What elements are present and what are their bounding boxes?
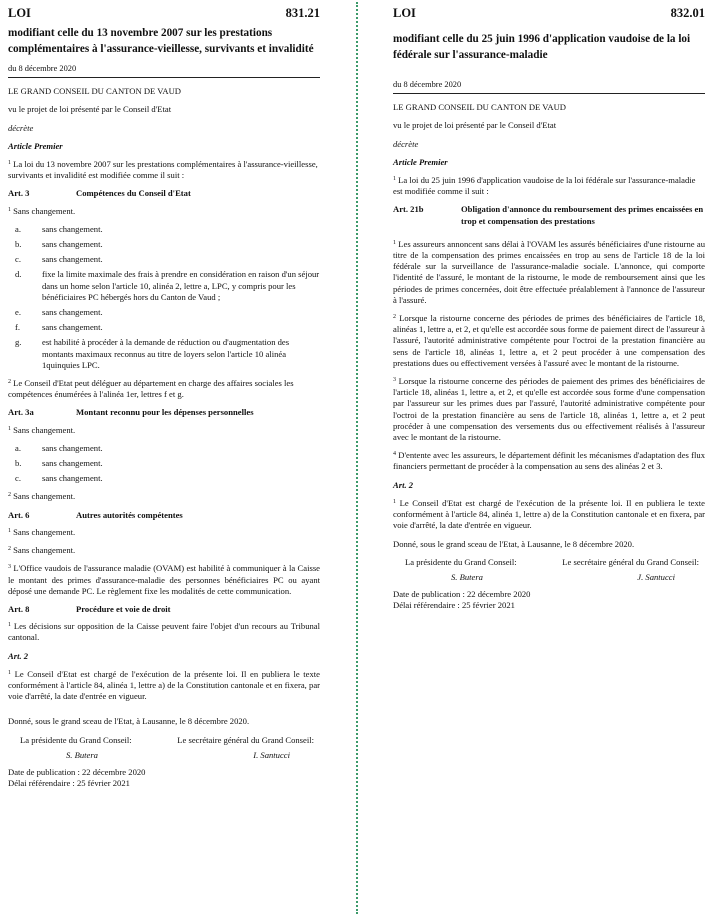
list-item [8, 443, 320, 454]
list-item [8, 254, 320, 265]
right-law-number: 832.01 [670, 6, 705, 20]
list-letter: c. [15, 254, 21, 265]
alinea-text: Le Conseil d'Etat peut déléguer au département en charge des affaires sociales les compétences énumérées à l'alinéa 1er, lettres f et g. [8, 378, 294, 400]
list-text: est habilité à procéder à la demande de réduction ou d'augmentation des montants maximaux reconnus au titre de loyers selon l'article 10 alinéa 1quinquies LPC. [42, 337, 290, 370]
right-header [393, 6, 705, 20]
left-art8-heading [8, 604, 320, 615]
left-header [8, 6, 320, 20]
right-signature-labels [393, 557, 705, 568]
left-article-premier: Article Premier [8, 140, 63, 151]
list-item [8, 458, 320, 469]
secretary-label: Le secrétaire général du Grand Conseil: [177, 734, 314, 745]
art-number: Art. 3a [8, 407, 34, 418]
list-item [8, 322, 320, 333]
alinea-text: Sans changement. [13, 545, 76, 556]
right-referendum-deadline: Délai référendaire : 25 février 2021 [393, 600, 515, 611]
art-number: Art. 21b [393, 204, 424, 215]
right-vu: vu le projet de loi présenté par le Conseil d'Etat [393, 120, 557, 131]
alinea-text: Le Conseil d'Etat est chargé de l'exécution de la présente loi. Il en publiera le texte conformément à l'article 84, alinéa 1, lettre a) de la Constitution cantonale et en fixera, par voie d'arrêté, la date d'entrée en vigueur. [8, 668, 320, 702]
left-signature-names [8, 750, 320, 761]
art-number: Art. 8 [8, 603, 30, 614]
right-art21b-al1: $^1$ Les assureurs annoncent sans délai à l'OVAM les assurés bénéficiaires d'une ristourne au titre de la compensation des primes encaissées en trop au sens de l'article 18 de la loi fédérale sur la surveillance de l'assurance-maladie sociale. L'annonce, qui comporte l'identité de l'assuré, le montant de la ristourne, le mode de remboursement ainsi que les périodes de primes concernées, doit être effectuée préalablement à l'annonce de l'assureur à l'assuré. [393, 238, 706, 305]
list-text: sans changement. [42, 473, 103, 484]
left-council: LE GRAND CONSEIL DU CANTON DE VAUD [8, 86, 181, 97]
art-title: Obligation d'annonce du remboursement des primes encaissées en trop et compensation des prestations [461, 204, 704, 226]
right-art21b-al2: $^2$ Lorsque la ristourne concerne des périodes de primes des bénéficiaires de l'article 18, alinéas 1, lettre a, et 2, et qu'elle est accordée sous forme de paiement direct de l'assureur à l'assuré, l'autorité administrative compétente pour l'octroi de la prestation financière au sens de l'article 18, alinéas 1, lettre a, et 2 peut procéder à une compensation des prestations dues ou effectivement versées à l'assuré avec le montant de la ristourne. [393, 313, 705, 368]
alinea-text: Lorsque la ristourne concerne des périodes de primes des bénéficiaires de l'article 18, alinéas 1, lettre a, et 2, et qu'elle est accordée sous forme de paiement direct de l'assureur à l'assuré, l'autorité administrative compétente pour l'octroi de la prestation financière au sens de l'article 18, alinéas 1, lettre a, et 2 peut procéder à une compensation des prestations dues ou effectivement versées à l'assuré avec le montant de la ristourne. [393, 313, 705, 368]
alinea-text: Les assureurs annoncent sans délai à l'OVAM les assurés bénéficiaires d'une ristourne au titre de la compensation des primes encaissées en trop au sens de l'article 18 de la loi fédérale sur la surveillance de l'assurance-maladie sociale. L'annonce, qui comporte l'identité de l'assuré, le montant de la ristourne, le mode de remboursement ainsi que les périodes de primes concernées, doit être effectuée préalablement à l'annonce de l'assureur à l'assuré. [393, 238, 706, 305]
left-law-number: 831.21 [285, 6, 320, 20]
art-title: Compétences du Conseil d'Etat [76, 188, 191, 199]
alinea-text: Sans changement. [13, 424, 76, 435]
list-text: sans changement. [42, 458, 103, 469]
left-art6-al2: $^2$ Sans changement. [8, 545, 76, 556]
left-art8-al1: $^1$ Les décisions sur opposition de la Caisse peuvent faire l'objet d'un recours au Tribunal cantonal. [8, 621, 320, 643]
secretary-label: Le secrétaire général du Grand Conseil: [562, 556, 699, 567]
right-donne: Donné, sous le grand sceau de l'Etat, à Lausanne, le 8 décembre 2020. [393, 538, 635, 549]
list-letter: e. [15, 307, 21, 318]
list-item [8, 337, 320, 371]
list-letter: f. [15, 322, 21, 333]
left-law-date: du 8 décembre 2020 [8, 64, 77, 73]
president-label: La présidente du Grand Conseil: [20, 734, 132, 745]
right-art2-heading: Art. 2 [393, 479, 414, 490]
right-art2-al1: $^1$ Le Conseil d'Etat est chargé de l'exécution de la présente loi. Il en publiera le texte conformément à l'article 84, alinéa 1, lettre a) de la Constitution cantonale et en fixera, par voie d'arrêté, la date d'entrée en vigueur. [393, 497, 705, 531]
list-item [8, 307, 320, 318]
list-letter: b. [15, 458, 22, 469]
list-letter: b. [15, 239, 22, 250]
left-intro [8, 159, 320, 181]
president-name: S. Butera [451, 571, 483, 582]
list-letter: a. [15, 223, 21, 234]
list-text: sans changement. [42, 307, 103, 318]
alinea-text: Lorsque la ristourne concerne des périodes de paiement des primes des bénéficiaires de l'article 18, alinéas 1, lettre a, et 2, et qu'elle est accordée sous forme d'une compensation par l'assureur sur les primes dues par l'assuré, l'autorité administrative compétente pour l'octroi de la prestation financière au sens de l'article 18, alinéas 1, lettre a, et 2 peut procéder à une compensation des versements dus ou effectivement réalisés à l'assureur avec le montant de la ristourne. [393, 376, 706, 443]
right-intro [393, 175, 705, 197]
left-art3a-list [8, 443, 320, 485]
right-header-rule [393, 93, 705, 94]
left-loi-label: LOI [8, 6, 31, 20]
right-law-title: modifiant celle du 25 juin 1996 d'application vaudoise de la loi fédérale sur l'assurance-maladie [393, 33, 691, 61]
alinea-text: Sans changement. [13, 491, 76, 502]
right-law-column [393, 0, 705, 612]
list-text: fixe la limite maximale des frais à prendre en considération en raison d'un séjour dans un home selon l'article 10, alinéa 2, lettre a, LPC, y compris pour les bénéficiaires PC hébergés hors du Canton de Vaud ; [42, 269, 320, 302]
art-title: Procédure et voie de droit [76, 603, 171, 614]
left-law-title: modifiant celle du 13 novembre 2007 sur les prestations complémentaires à l'assurance-vieillesse, survivants et invalidité [8, 27, 314, 55]
right-signature-names [393, 572, 705, 583]
list-item [8, 239, 320, 250]
list-item [8, 473, 320, 484]
list-item [8, 224, 320, 235]
art-number: Art. 3 [8, 188, 30, 199]
alinea-text: D'entente avec les assureurs, le département définit les mécanismes d'adaptation des flux financiers permettant de procéder à la compensation au sens des alinéas 2 et 3. [393, 450, 706, 472]
right-law-date: du 8 décembre 2020 [393, 80, 462, 89]
right-art21b-al4: $^4$ D'entente avec les assureurs, le département définit les mécanismes d'adaptation des flux financiers permettant de procéder à la compensation au sens des alinéas 2 et 3. [393, 450, 706, 472]
left-art3-al2: $^2$ Le Conseil d'Etat peut déléguer au département en charge des affaires sociales les compétences énumérées à l'alinéa 1er, lettres f et g. [8, 378, 294, 400]
alinea-text: Sans changement. [13, 526, 76, 537]
alinea-text: Le Conseil d'Etat est chargé de l'exécution de la présente loi. Il en publiera le texte conformément à l'article 84, alinéa 1, lettre a) de la Constitution cantonale et en fixera, par voie d'arrêté, la date d'entrée en vigueur. [393, 497, 705, 531]
alinea-text: L'Office vaudois de l'assurance maladie (OVAM) est habilité à communiquer à la Caisse le montant des primes d'assurance-maladie des personnes bénéficiaires PC ou ayant déposé une demande PC. Le règlement fixe les modalités de cette communication. [8, 563, 320, 596]
right-publication-date: Date de publication : 22 décembre 2020 [393, 589, 531, 600]
art-number: Art. 6 [8, 509, 30, 520]
secretary-name: I. Santucci [253, 749, 290, 760]
left-intro-text: La loi du 13 novembre 2007 sur les prestations complémentaires à l'assurance-vieillesse, survivants et invalidité est modifiée comme il suit : [8, 159, 318, 181]
right-intro-text: La loi du 25 juin 1996 d'application vaudoise de la loi fédérale sur l'assurance-maladie est modifiée comme il suit : [393, 175, 696, 197]
left-publication-date: Date de publication : 22 décembre 2020 [8, 766, 146, 777]
right-council: LE GRAND CONSEIL DU CANTON DE VAUD [393, 102, 566, 113]
president-label: La présidente du Grand Conseil: [405, 556, 517, 567]
list-text: sans changement. [42, 239, 103, 250]
art-title: Montant reconnu pour les dépenses personnelles [76, 407, 254, 418]
left-art3a-al2: $^2$ Sans changement. [8, 491, 76, 502]
left-art6-heading [8, 510, 320, 521]
left-art2-heading: Art. 2 [8, 650, 29, 661]
right-article-premier: Article Premier [393, 156, 448, 167]
list-text: sans changement. [42, 254, 103, 265]
left-signature-labels [8, 735, 320, 746]
left-referendum-deadline: Délai référendaire : 25 février 2021 [8, 778, 130, 789]
list-letter: g. [15, 337, 22, 348]
left-art3a-al1: $^1$ Sans changement. [8, 424, 76, 435]
alinea-number: 1 [8, 160, 11, 167]
president-name: S. Butera [66, 749, 98, 760]
list-text: sans changement. [42, 223, 103, 234]
list-item [8, 269, 320, 303]
left-vu: vu le projet de loi présenté par le Conseil d'Etat [8, 104, 172, 115]
right-loi-label: LOI [393, 6, 416, 20]
left-decrete: décrète [8, 122, 34, 133]
left-law-column [8, 0, 320, 789]
left-donne: Donné, sous le grand sceau de l'Etat, à Lausanne, le 8 décembre 2020. [8, 716, 250, 727]
list-letter: a. [15, 442, 21, 453]
art-title: Autres autorités compétentes [76, 509, 183, 520]
column-divider [356, 2, 358, 914]
secretary-name: J. Santucci [637, 571, 675, 582]
right-art21b-heading [393, 204, 705, 226]
list-text: sans changement. [42, 442, 103, 453]
list-letter: d. [15, 269, 22, 280]
list-text: sans changement. [42, 322, 103, 333]
left-header-rule [8, 77, 320, 78]
left-art3-al1: $^1$ Sans changement. [8, 205, 76, 216]
alinea-number: 1 [393, 176, 396, 183]
alinea-text: Sans changement. [13, 205, 76, 216]
left-art3-heading [8, 188, 320, 199]
left-art3a-heading [8, 407, 320, 418]
left-art3-list [8, 224, 320, 371]
left-art6-al1: $^1$ Sans changement. [8, 526, 76, 537]
list-letter: c. [15, 473, 21, 484]
left-art2-al1: $^1$ Le Conseil d'Etat est chargé de l'exécution de la présente loi. Il en publiera le texte conformément à l'article 84, alinéa 1, lettre a) de la Constitution cantonale et en fixera, par voie d'arrêté, la date d'entrée en vigueur. [8, 668, 320, 702]
left-art6-al3: $^3$ L'Office vaudois de l'assurance maladie (OVAM) est habilité à communiquer à la Caisse le montant des primes d'assurance-maladie des personnes bénéficiaires PC ou ayant déposé une demande PC. Le règlement fixe les modalités de cette communication. [8, 563, 320, 596]
right-art21b-al3: $^3$ Lorsque la ristourne concerne des périodes de paiement des primes des bénéficiaires de l'article 18, alinéas 1, lettre a, et 2, et qu'elle est accordée sous forme d'une compensation par l'assureur sur les primes dues par l'assuré, l'autorité administrative compétente pour l'octroi de la prestation financière au sens de l'article 18, alinéas 1, lettre a, et 2 peut procéder à une compensation des versements dus ou effectivement réalisés à l'assureur avec le montant de la ristourne. [393, 376, 706, 443]
right-decrete: décrète [393, 138, 419, 149]
alinea-text: Les décisions sur opposition de la Caisse peuvent faire l'objet d'un recours au Tribunal cantonal. [8, 621, 320, 643]
